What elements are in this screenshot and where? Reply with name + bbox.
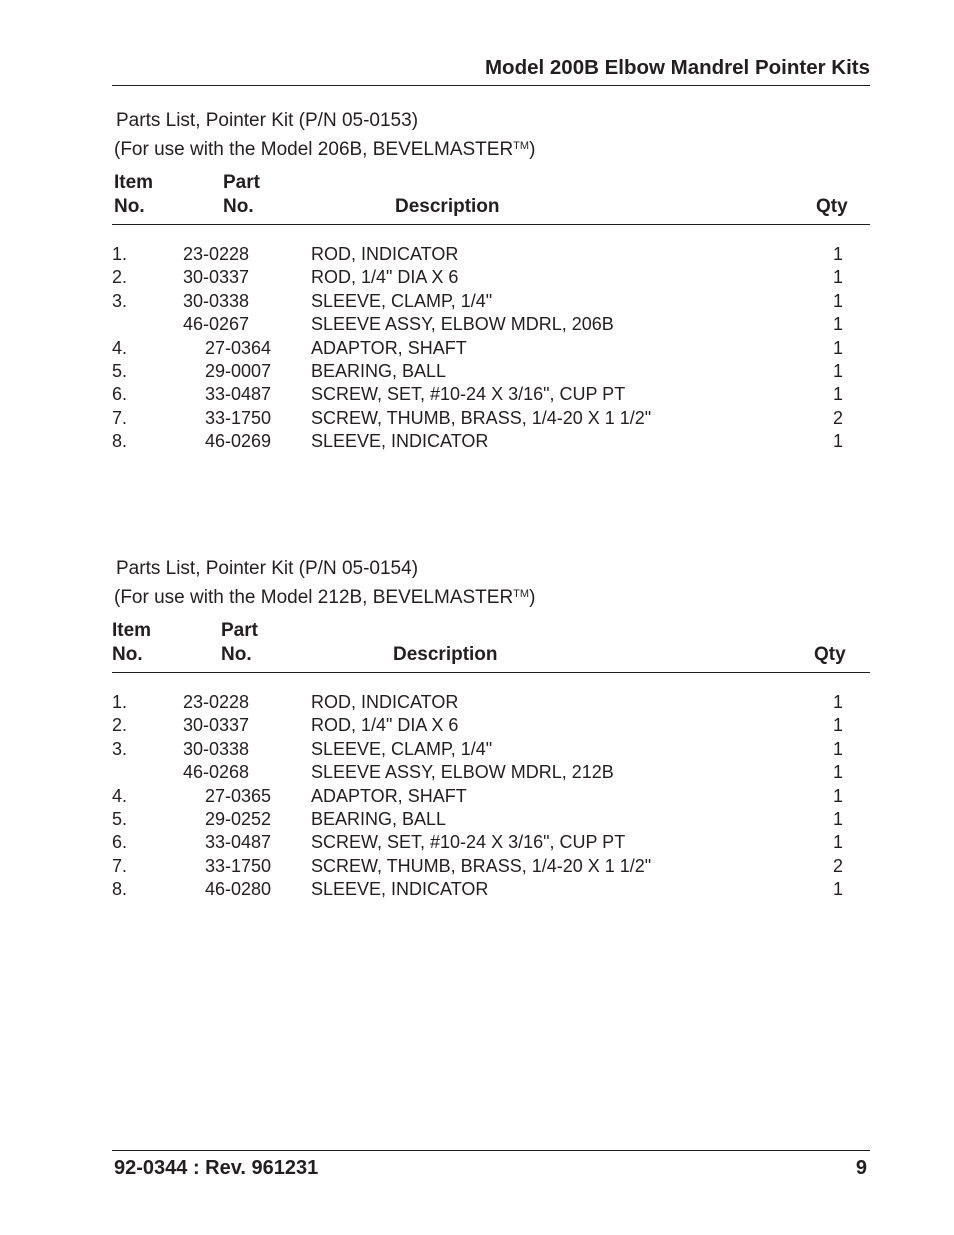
column-header-qty: Qty <box>816 196 848 217</box>
subtitle-end: ) <box>529 139 536 160</box>
item-number: 3. <box>112 738 128 759</box>
part-number: 33-1750 <box>205 407 272 428</box>
part-description: ADAPTOR, SHAFT <box>311 785 467 806</box>
column-header-part: Part <box>223 172 260 193</box>
item-number: 8. <box>112 431 128 452</box>
part-number: 30-0337 <box>183 267 250 288</box>
page-footer <box>112 1150 870 1181</box>
subtitle-end: ) <box>529 587 536 608</box>
page-title: Model 200B Elbow Mandrel Pointer Kits <box>484 56 870 79</box>
part-quantity: 1 <box>833 267 844 288</box>
subtitle-text: (For use with the Model 206B, BEVELMASTER <box>114 139 514 160</box>
part-number: 46-0280 <box>205 879 272 900</box>
part-quantity: 2 <box>833 407 844 428</box>
part-quantity: 1 <box>833 290 844 311</box>
table-row <box>112 692 870 715</box>
part-description: SLEEVE, INDICATOR <box>311 879 489 900</box>
table-row <box>112 431 870 454</box>
document-revision: 92-0344 : Rev. 961231 <box>114 1157 319 1179</box>
part-quantity: 1 <box>833 360 844 381</box>
part-description: SLEEVE, CLAMP, 1/4" <box>311 738 493 759</box>
table-row <box>112 856 870 879</box>
part-number: 23-0228 <box>183 692 250 712</box>
table-row <box>112 739 870 762</box>
part-number: 46-0268 <box>183 762 250 783</box>
list-subtitle <box>114 587 535 609</box>
table-row <box>112 715 870 738</box>
part-number: 29-0007 <box>205 360 272 381</box>
part-description: BEARING, BALL <box>311 808 447 829</box>
part-description: ROD, INDICATOR <box>311 692 459 712</box>
parts-table-body <box>112 692 870 903</box>
part-description: ADAPTOR, SHAFT <box>311 337 467 358</box>
part-description: SCREW, SET, #10-24 X 3/16", CUP PT <box>311 384 626 405</box>
item-number: 5. <box>112 808 128 829</box>
column-header-item: Item <box>114 172 154 193</box>
item-number: 5. <box>112 360 128 381</box>
part-number: 33-0487 <box>205 832 272 853</box>
item-number: 1. <box>112 692 128 712</box>
part-quantity: 1 <box>833 337 844 358</box>
part-quantity: 1 <box>833 879 844 900</box>
item-number: 4. <box>112 337 128 358</box>
part-description: SLEEVE, CLAMP, 1/4" <box>311 290 493 311</box>
item-number: 7. <box>112 407 128 428</box>
table-row <box>112 291 870 314</box>
part-number: 30-0337 <box>183 715 250 736</box>
table-row <box>112 361 870 384</box>
part-number: 27-0364 <box>205 337 272 358</box>
table-row <box>112 384 870 407</box>
table-row <box>112 832 870 855</box>
column-header-description: Description <box>395 196 500 217</box>
column-header-description: Description <box>393 644 498 665</box>
part-quantity: 1 <box>833 762 844 783</box>
list-title: Parts List, Pointer Kit (P/N 05-0153) <box>116 110 419 131</box>
part-quantity: 1 <box>833 738 844 759</box>
part-quantity: 1 <box>833 692 844 712</box>
table-header <box>112 172 870 225</box>
list-subtitle <box>114 139 535 161</box>
part-description: SCREW, THUMB, BRASS, 1/4-20 X 1 1/2" <box>311 407 652 428</box>
item-number: 4. <box>112 785 128 806</box>
part-number: 27-0365 <box>205 785 272 806</box>
part-quantity: 1 <box>833 244 844 264</box>
page-header <box>112 54 870 86</box>
item-number: 2. <box>112 267 128 288</box>
page-number: 9 <box>855 1157 867 1179</box>
table-row <box>112 762 870 785</box>
part-quantity: 1 <box>833 431 844 452</box>
item-number: 8. <box>112 879 128 900</box>
item-number: 1. <box>112 244 128 264</box>
part-quantity: 1 <box>833 785 844 806</box>
table-header <box>112 620 870 673</box>
item-number: 3. <box>112 290 128 311</box>
part-number: 46-0267 <box>183 314 250 335</box>
part-number: 46-0269 <box>205 431 272 452</box>
trademark-mark: TM <box>513 588 530 600</box>
table-row <box>112 786 870 809</box>
column-header-item: Item <box>112 620 152 641</box>
table-row <box>112 879 870 902</box>
table-row <box>112 244 870 267</box>
part-number: 30-0338 <box>183 290 250 311</box>
part-quantity: 1 <box>833 715 844 736</box>
table-row <box>112 314 870 337</box>
item-number: 2. <box>112 715 128 736</box>
column-header-qty: Qty <box>814 644 846 665</box>
part-description: ROD, 1/4" DIA X 6 <box>311 267 459 288</box>
column-header-part-no: No. <box>221 644 252 665</box>
part-number: 33-1750 <box>205 855 272 876</box>
part-description: SCREW, SET, #10-24 X 3/16", CUP PT <box>311 832 626 853</box>
part-quantity: 1 <box>833 832 844 853</box>
part-number: 29-0252 <box>205 808 272 829</box>
part-description: ROD, INDICATOR <box>311 244 459 264</box>
part-quantity: 1 <box>833 384 844 405</box>
item-number: 6. <box>112 832 128 853</box>
trademark-mark: TM <box>513 140 530 152</box>
part-quantity: 2 <box>833 855 844 876</box>
part-quantity: 1 <box>833 808 844 829</box>
subtitle-text: (For use with the Model 212B, BEVELMASTER <box>114 587 514 608</box>
item-number: 6. <box>112 384 128 405</box>
column-header-item-no: No. <box>114 196 145 217</box>
parts-table-body <box>112 244 870 455</box>
table-row <box>112 809 870 832</box>
part-quantity: 1 <box>833 314 844 335</box>
part-description: SLEEVE ASSY, ELBOW MDRL, 212B <box>311 762 614 783</box>
table-row <box>112 408 870 431</box>
column-header-part: Part <box>221 620 258 641</box>
table-row <box>112 267 870 290</box>
part-description: SLEEVE ASSY, ELBOW MDRL, 206B <box>311 314 614 335</box>
column-header-item-no: No. <box>112 644 143 665</box>
part-description: SCREW, THUMB, BRASS, 1/4-20 X 1 1/2" <box>311 855 652 876</box>
part-number: 23-0228 <box>183 244 250 264</box>
item-number: 7. <box>112 855 128 876</box>
part-description: BEARING, BALL <box>311 360 447 381</box>
part-number: 30-0338 <box>183 738 250 759</box>
part-description: ROD, 1/4" DIA X 6 <box>311 715 459 736</box>
table-row <box>112 338 870 361</box>
part-number: 33-0487 <box>205 384 272 405</box>
list-title: Parts List, Pointer Kit (P/N 05-0154) <box>116 558 419 579</box>
column-header-part-no: No. <box>223 196 254 217</box>
part-description: SLEEVE, INDICATOR <box>311 431 489 452</box>
